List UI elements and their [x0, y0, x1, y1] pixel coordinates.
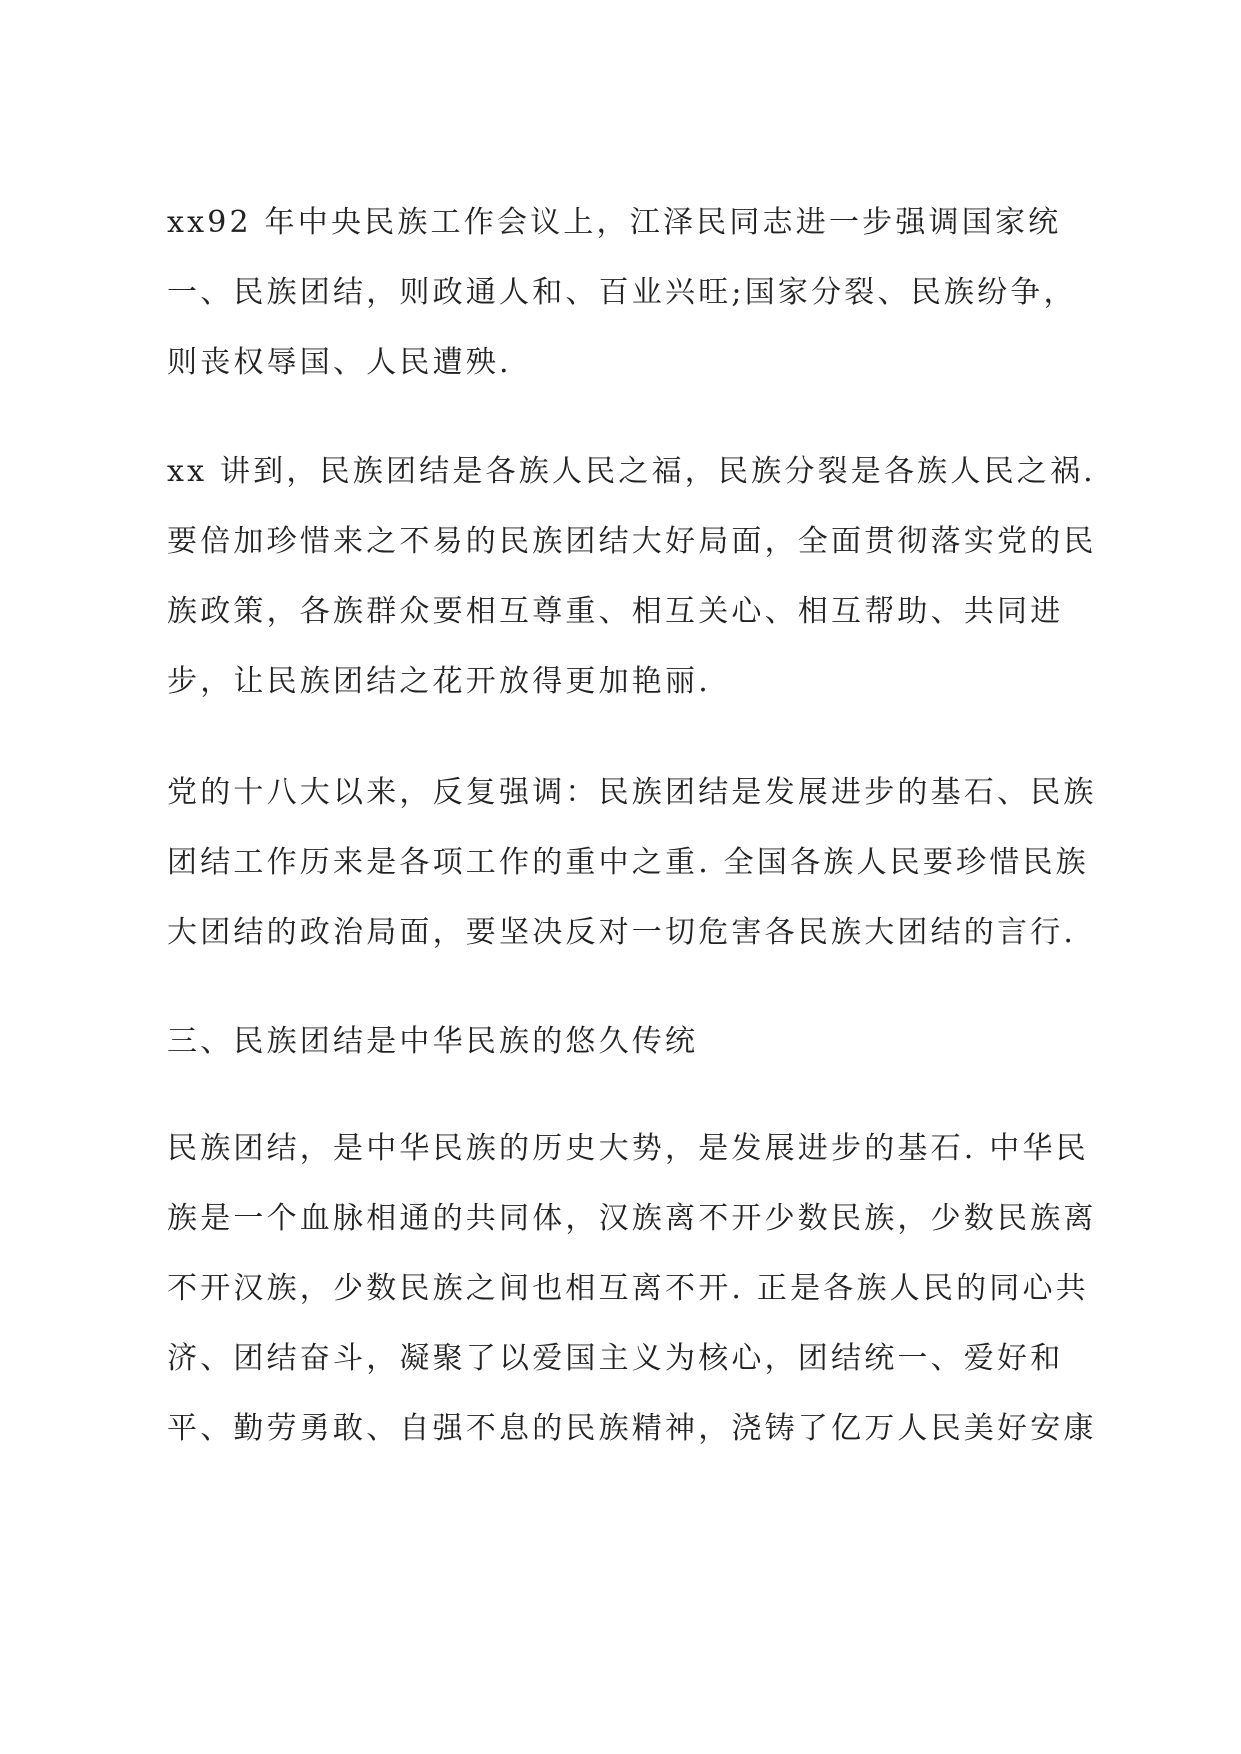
text-line: 要倍加珍惜来之不易的民族团结大好局面，全面贯彻落实党的民: [167, 524, 1097, 559]
text-line: 则丧权辱国、人民遭殃.: [167, 345, 512, 380]
text-line: 民族团结，是中华民族的历史大势，是发展进步的基石. 中华民: [167, 1131, 1089, 1166]
paragraph-4: [167, 1114, 1097, 1464]
text-line: 团结工作历来是各项工作的重中之重. 全国各族人民要珍惜民族: [167, 845, 1089, 880]
text-line: 步，让民族团结之花开放得更加艳丽.: [167, 664, 711, 699]
paragraph-2: [167, 437, 1097, 717]
text-line: 党的十八大以来，反复强调：民族团结是发展进步的基石、民族: [167, 775, 1097, 810]
text-line: 大团结的政治局面，要坚决反对一切危害各民族大团结的言行.: [167, 915, 1077, 950]
section-heading: [167, 1007, 1097, 1077]
heading-text: 三、民族团结是中华民族的悠久传统: [167, 1024, 699, 1059]
text-line: 族是一个血脉相通的共同体，汉族离不开少数民族，少数民族离: [167, 1201, 1097, 1236]
text-line: 济、团结奋斗，凝聚了以爱国主义为核心，团结统一、爱好和: [167, 1341, 1064, 1376]
text-line: xx92 年中央民族工作会议上，江泽民同志进一步强调国家统: [167, 205, 1062, 240]
paragraph-1: [167, 188, 1097, 398]
text-line: 族政策，各族群众要相互尊重、相互关心、相互帮助、共同进: [167, 594, 1064, 629]
text-line: xx 讲到，民族团结是各族人民之福，民族分裂是各族人民之祸.: [167, 454, 1096, 489]
text-line: 不开汉族，少数民族之间也相互离不开. 正是各族人民的同心共: [167, 1271, 1089, 1306]
text-line: 一、民族团结，则政通人和、百业兴旺;国家分裂、民族纷争，: [167, 275, 1077, 310]
paragraph-3: [167, 758, 1097, 968]
text-line: 平、勤劳勇敢、自强不息的民族精神，浇铸了亿万人民美好安康: [167, 1411, 1097, 1446]
